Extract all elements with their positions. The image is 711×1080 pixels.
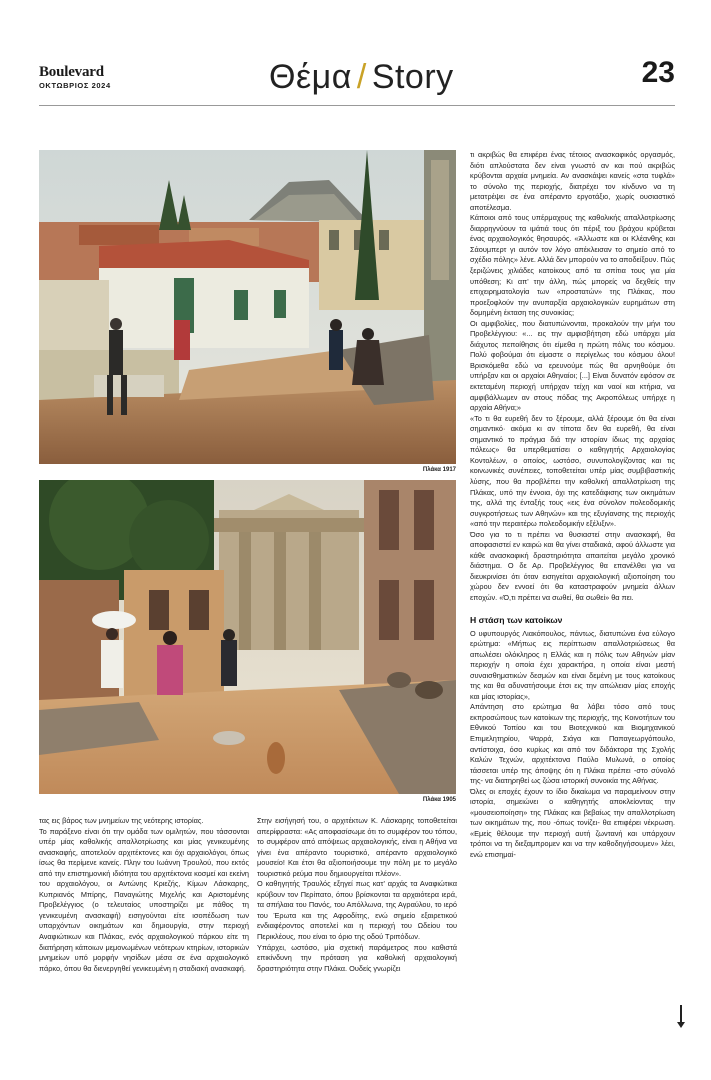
issue-date: ΟΚΤΩΒΡΙΟΣ 2024	[39, 81, 111, 90]
photo-caption-1917: Πλάκα 1917	[422, 467, 456, 473]
section-title-english: Story	[371, 58, 454, 96]
page-number: 23	[641, 56, 675, 89]
paragraph: Όσο για το τι πρέπει να θυσιαστεί στην ανασκαφή, θα αποφασιστεί εν καιρώ και θα γίνει σταδιακά, αφού άλλωστε για κάθε ανασκαφική δραστηριότητα απαιτείται μεγάλο χρονικό διάστημα. Ο δε Αρ. Προβελέγγιος θα επανέλθει για να διευκρινίσει ότι όταν εισηγείται αρχαιολογική αξιοποίηση του χώρου δεν εννοεί ότι θα καταστραφούν μνημεία άλλων εποχών. «Ό,τι πρέπει να σωθεί, θα σωθεί» θα πει.	[470, 529, 675, 602]
paragraph: Απάντηση στο ερώτημα θα λάβει τόσο από τους εκπροσώπους των κατοίκων της περιοχής, της Κοινοτήτων του Εθνικού Τοπίου και του Βιοτεχνικού και Βιομηχανικού Επιμελητηρίου, Ψαρρά, Σιάγα και Παπαγεωργόπουλο, αντίστοιχα, όσο κυρίως και από τον διδάκτορα της Σχολής Καλών Τεχνών, αρχιτέκτονα Παύλο Μυλωνά, ο οποίος τάσσεται υπέρ της άποψης ότι η Πλάκα πρέπει -στο σύνολό της- να διατηρηθεί ως ζώσα ιστορική συνοικία της Αθήνας.	[470, 702, 675, 786]
historic-street-photo-icon	[39, 150, 456, 464]
paragraph: Κάποιοι από τους υπέρμαχους της καθολικής απαλλοτρίωσης διαρρηγνύουν τα ιμάτιά τους ότι πέριξ του βράχου κρύβεται ένας αρχαιολογικός θησαυρός. «Άλλωστε και οι Κλέανθης και Σάουμπερτ γι αυτόν τον λόγο απέκλεισαν το σημείο από το σχέδιο πόλης» λένε. Αλλά δεν μπορούν να το αποδείξουν. Πώς ξεριζώνεις χιλιάδες κατοίκους από τα σπίτια τους για μία υπόθεση; Κι απ' την άλλη, πώς μπορείς να δεχθείς την επιχειρηματολογία των «προστατών» της Πλάκας, που προεξοφλούν την ανυπαρξία αρχαιολογικών ευρημάτων στη δομημένη έκταση της συνοικίας;	[470, 213, 675, 318]
article-column-left	[39, 816, 249, 974]
paragraph: τι ακριβώς θα επιφέρει ένας τέτοιος ανασκαφικός οργασμός, διότι απλούστατα δεν είναι γνωστό αν και πού ακριβώς κρύβονται αρχαία μνημεία. Αν ανασκάψει κανείς «στα τυφλά» το σύνολο της περιοχής, διατρέχει τον κίνδυνο να τη μετατρέψει σε ένα απέραντο εργοτάξιο, χωρίς ουσιαστικό αποτέλεσμα.	[470, 150, 675, 212]
photo-caption-1905: Πλάκα 1905	[422, 797, 456, 803]
masthead	[39, 58, 675, 106]
paragraph: Ο καθηγητής Τραυλός εξηγεί πως κατ' αρχάς τα Αναφιώτικα κρύβουν τον Περίπατο, όπου βρίσκονται τα αρχαιότερα ιερά, τα σπήλαια του Πανός, του Απόλλωνα, της Αγραύλου, το ιερό του Έρωτα και της Αφροδίτης, ενώ σημείο εξαιρετικού ενδιαφέροντος αποτελεί και η περιοχή του Ωδείου του Περικλέους, που είναι το όριο της οδού Τριπόδων.	[257, 879, 457, 942]
subheading: Η στάση των κατοίκων	[470, 614, 563, 625]
paragraph: τας εις βάρος των μνημείων της νεότερης ιστορίας.	[39, 816, 204, 825]
section-title-greek: Θέμα	[269, 58, 352, 96]
magazine-logo: Boulevard	[39, 64, 104, 80]
photo-plaka-1905	[39, 480, 456, 794]
article-column-middle	[257, 816, 457, 974]
paragraph: Οι αμφιβολίες, που διατυπώνονται, προκαλούν την μήνι του Προβελέγγιου: «... εις την αμφισβήτηση εδώ υπάρχει μία διάχυτος πεποίθησις ότι είμεθα η πρώτη πόλις του κόσμου. Πολύ φοβούμαι ότι είμαστε ο περίγελως του κόσμου όλου! Βρισκόμεθα εδώ να ερευνούμε πώς θα αρνηθούμε ότι υπήρξαν και οι αρχαίοι Αθηναίοι; [...] Είναι δυνατόν εφόσον σε εκτεταμένη περιοχή υπήρχαν τείχη και ναοί και κτήρια, να αμφιβάλλωμεν αν στους πόδας της Ακροπόλεως υπήρχε η αρχαία Αθήνα;»	[470, 318, 675, 413]
paragraph: Στην εισήγησή του, ο αρχιτέκτων Κ. Λάσκαρης τοποθετείται απερίφραστα: «Ας αποφασίσωμε ότι το συμφέρον του τόπου, το συμφέρον από απόψεως αρχαιολογικής, είναι η Αθήνα να γίνει ένα απέραντο τουριστικό, απέραντο αρχαιολογικό μουσείο! Και έτσι θα αξιοποιήσουμε την πόλη με το μεγάλο τουριστικό ρεύμα που δημιουργείται πλέον».	[257, 816, 457, 878]
historic-street-photo-icon	[39, 480, 456, 794]
article-column-right	[470, 150, 675, 861]
paragraph: Ο υφυπουργός Λιακόπουλος, πάντως, διατυπώνει ένα εύλογο ερώτημα: «Μήπως εις περίπτωσιν απαλλοτριώσεως θα απωλέσει ολόκληρος η Ελλάς και η πόλις των Αθηνών μίαν περιοχήν η οποία έχει χαρακτήρα, η οποία είναι μεστή συναισθηματικών δεσμών και είναι δεμένη με τους κατοίκους της και θα αδυνατήσουμε έτσι εις την απώλειαν μίας εποχής και μίας ιστορίας»,	[470, 628, 675, 701]
photo-plaka-1917	[39, 150, 456, 464]
section-title-separator: /	[356, 58, 367, 96]
paragraph: Υπάρχει, ωστόσο, μία σχετική παράμετρος που καθιστά επικίνδυνη την πρόταση για καθολική αρχαιολογική δραστηριότητα στην Πλάκα. Ουδείς γνωρίζει	[257, 942, 457, 973]
section-title	[269, 58, 454, 97]
continue-arrow-icon	[680, 1005, 682, 1023]
paragraph: Το παράξενο είναι ότι την ομάδα των ομιλητών, που τάσσονται υπέρ μίας καθολικής απαλλοτρίωσης και μίας γενικευμένης ανασκαφής, αποτελούν αρχιτέκτονες και όχι αρχαιολόγοι, όπως ίσως θα περίμενε κανείς. Πλην του Ιωάννη Τρουλού, που εκτός από την επιστημονική ιδιότητα του αρχιτέκτονα κοσμεί και εκείνη του αρχαιολόγου, οι Αντώνης Κριεζής, Κίμων Λάσκαρης, Κυπριανός Μπίρης, Παναγιώτης Μιχελής και Αριστομένης Προβελέγγιος (ο τελευταίος υποστηρίζει με πάθος τη γενικευμένη ανασκαφή) εισηγούνται είτε ισοπέδωση των υπαρχόντων οικημάτων και δημιουργία, στην περιοχή Αναφιώτικων και Πλάκας, ενός αρχαιολογικού πάρκου είτε τη διατήρηση κάποιων μεμονωμένων νεότερων κτηρίων, ιστορικών μνημείων υπό μορφήν νησίδων μέσα σε ένα αρχαιολογικό πάρκο, όπου θα διενεργηθεί γενικευμένη η σταδιακή ανασκαφή.	[39, 826, 249, 973]
paragraph: Όλες οι εποχές έχουν το ίδιο δικαίωμα να παραμείνουν στην ιστορία, σημειώνει ο καθηγητής αποκλείοντας την «μουσειοποίηση» της Πλάκας και βεβαίως την απαλλοτρίωση των οικημάτων της, που -όπως τονίζει- θα επιφέρει νέκρωση. «Εμείς θέλουμε την περιοχή αυτή ζωντανή και υπάρχουν τρόποι να τη διεξαμπρομεν και να την καθοδηγήσουμεν» λέει, ενώ επισημαί-	[470, 786, 675, 859]
paragraph: «Το τι θα ευρεθή δεν το ξέρουμε, αλλά ξέρουμε ότι θα είναι σημαντικό· ακόμα κι αν τίποτα δεν θα ευρεθή, θα είναι σημαντικό το πράγμα διά την ιστορίαν ίδιως της αρχαίας πόλεως» θα υπερθεματίσει ο καθηγητής Αρχαιολογίας Κοντολέων, ο οποίος, ωστόσο, συνυπολογίζοντας και τις κοινωνικές συνέπειες, τοποθετείται υπέρ μίας συμβιβαστικής λύσης, που θα προβλέπει την καθολική απαλλοτρίωση της Πλάκας, υπό την έννοια, όχι της κατεδάφισης των οικημάτων της, αλλά της ένταξής τους «εις ένα σύνολον πολεοδομικής συγκροτήσεως των Αθηνών» και της εξυγίανσης της περιοχής «από την περαιτέρω πολεοδομικήν εξέλιξιν».	[470, 413, 675, 529]
